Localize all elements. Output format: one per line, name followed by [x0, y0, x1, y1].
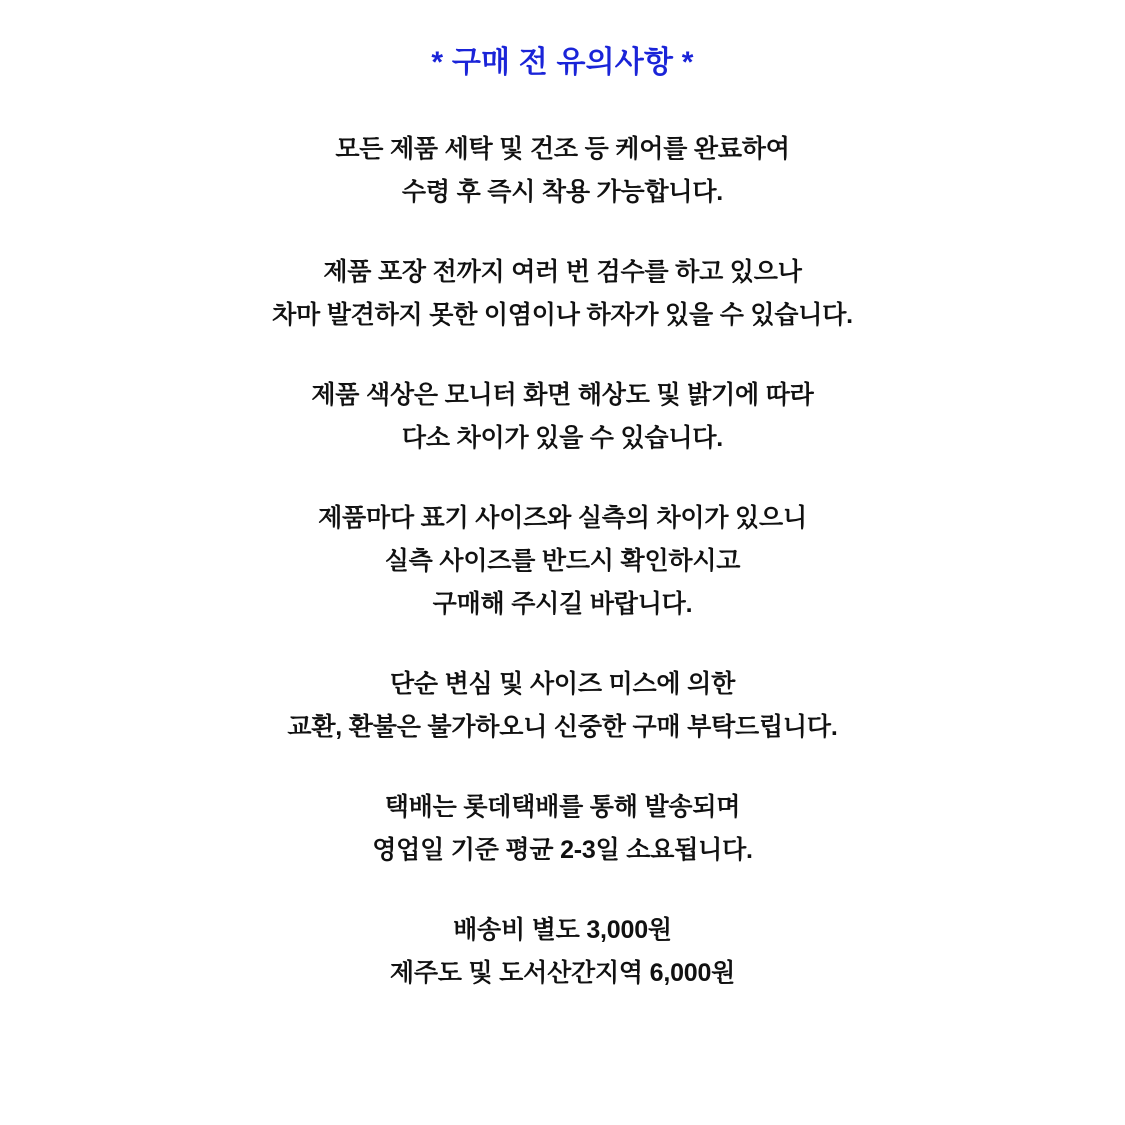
notice-block-inspection-defects: [272, 251, 853, 337]
notice-line: 다소 차이가 있을 수 있습니다.: [401, 424, 724, 452]
notice-body: [0, 128, 1125, 995]
notice-block-shipping-fee: [390, 909, 735, 995]
notice-line: 차마 발견하지 못한 이염이나 하자가 있을 수 있습니다.: [272, 301, 853, 329]
notice-line: 제품 색상은 모니터 화면 해상도 및 밝기에 따라: [311, 381, 814, 409]
notice-line: 영업일 기준 평균 2-3일 소요됩니다.: [372, 836, 753, 864]
notice-line: 구매해 주시길 바랍니다.: [432, 590, 693, 618]
notice-line: 수령 후 즉시 착용 가능합니다.: [401, 178, 724, 206]
notice-line: 제주도 및 도서산간지역 6,000원: [389, 959, 736, 987]
notice-block-care-completed: [335, 128, 789, 214]
notice-line: 제품 포장 전까지 여러 번 검수를 하고 있으나: [323, 258, 802, 286]
notice-line: 실측 사이즈를 반드시 확인하시고: [384, 547, 741, 575]
notice-block-shipping-carrier: [372, 786, 753, 872]
notice-line: 교환, 환불은 불가하오니 신중한 구매 부탁드립니다.: [287, 713, 838, 741]
notice-block-size-measurement: [318, 497, 807, 626]
notice-block-no-exchange-refund: [287, 663, 837, 749]
page-title: * 구매 전 유의사항 *: [431, 46, 694, 79]
notice-line: 모든 제품 세탁 및 건조 등 케어를 완료하여: [335, 135, 790, 163]
notice-block-color-monitor: [311, 374, 813, 460]
notice-line: 배송비 별도 3,000원: [453, 916, 672, 944]
notice-line: 택배는 롯데택배를 통해 발송되며: [384, 793, 741, 821]
notice-line: 단순 변심 및 사이즈 미스에 의한: [389, 670, 736, 698]
notice-line: 제품마다 표기 사이즈와 실측의 차이가 있으니: [318, 504, 807, 532]
